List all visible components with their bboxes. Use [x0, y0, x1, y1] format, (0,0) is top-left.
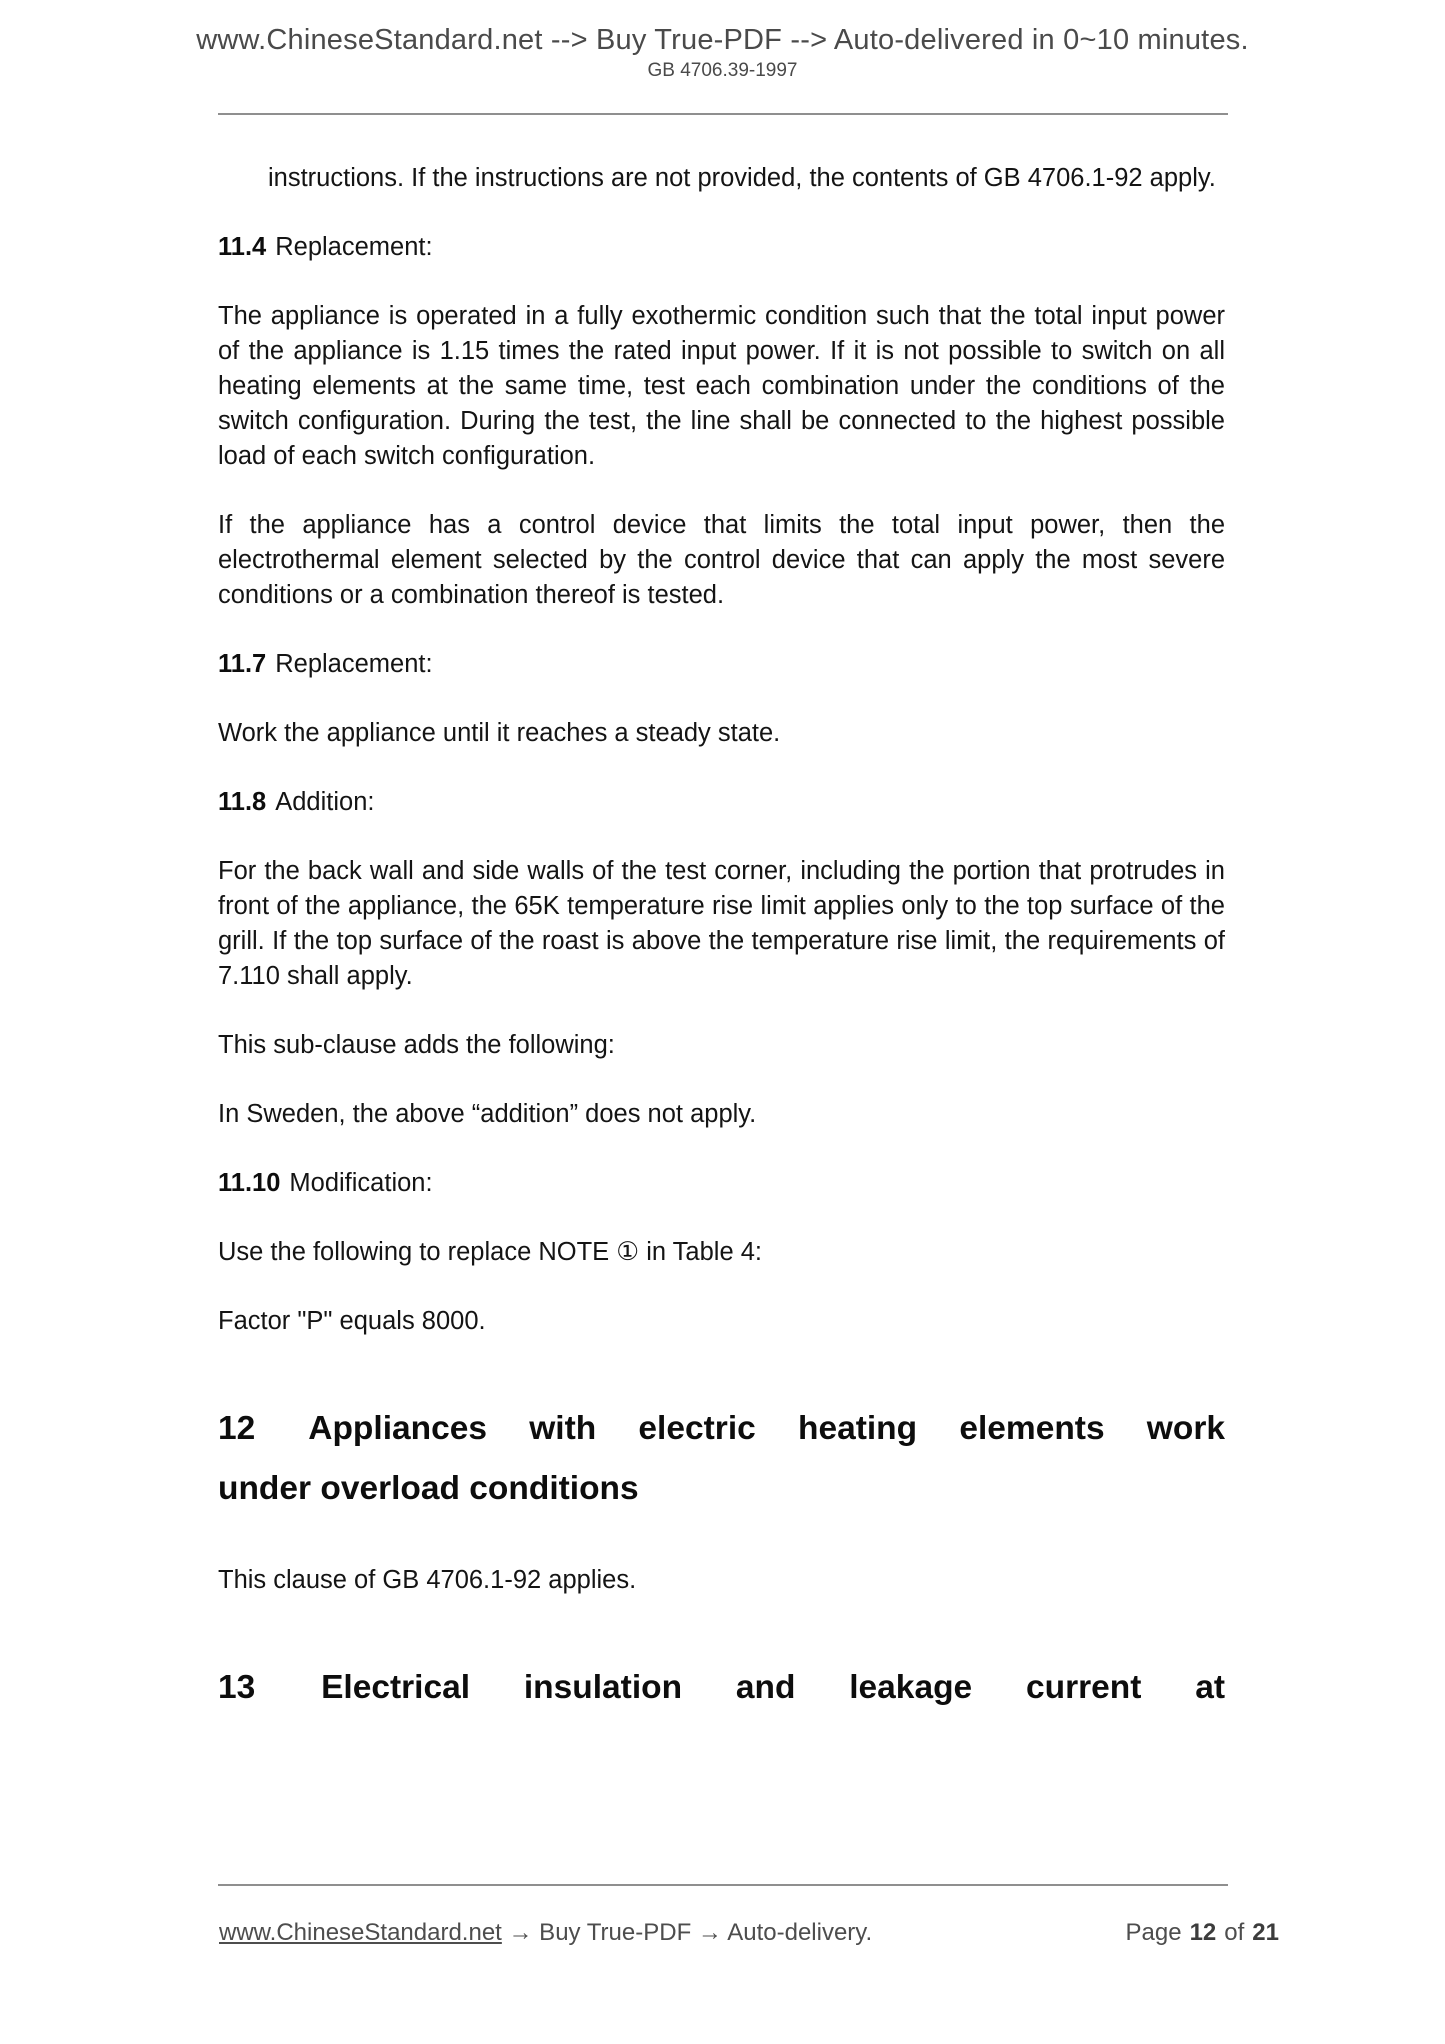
clause-number: 11.8: [218, 788, 267, 816]
footer-promo: [219, 1918, 872, 1948]
header-promo-text: www.ChineseStandard.net --> Buy True-PDF --> Auto-delivered in 0~10 minutes.: [196, 24, 1249, 56]
clause-number: 11.7: [218, 650, 267, 678]
footer-promo-rest: → Buy True-PDF → Auto-delivery.: [508, 1919, 873, 1946]
paragraph: This clause of GB 4706.1-92 applies.: [218, 1566, 637, 1594]
header-divider: [218, 113, 1228, 115]
clause-title: Replacement:: [275, 233, 433, 261]
page-total: 21: [1252, 1919, 1279, 1946]
page-current: 12: [1189, 1919, 1217, 1946]
paragraph: Work the appliance until it reaches a steady state.: [218, 719, 781, 747]
clause-label: [218, 230, 1225, 265]
heading-text: Appliances with electric heating elements work: [308, 1410, 1225, 1447]
document-body: [218, 161, 1225, 1718]
content-blocks: [218, 161, 1225, 1718]
of-label: of: [1224, 1919, 1245, 1946]
heading-line: [218, 1658, 1225, 1718]
page-footer: [0, 1884, 1445, 1948]
heading-line: under overload conditions: [218, 1470, 639, 1507]
footer-divider: [218, 1884, 1228, 1886]
clause-title: Addition:: [275, 788, 375, 816]
paragraph: If the appliance has a control device that limits the total input power, then the electrothermal element selected by the control device that can apply the most severe conditions or a combination thereof is tested.: [218, 511, 1225, 609]
header-standard-code: GB 4706.39-1997: [647, 60, 798, 81]
section-number: 13: [218, 1669, 256, 1706]
section-heading: [218, 1399, 1225, 1519]
heading-text: Electrical insulation and leakage current at: [321, 1669, 1225, 1706]
paragraph: Use the following to replace NOTE ① in Table 4:: [218, 1238, 762, 1266]
paragraph: Factor "P" equals 8000.: [218, 1307, 486, 1335]
clause-label: [218, 785, 1225, 820]
clause-title: Replacement:: [275, 650, 433, 678]
clause-title: Modification:: [289, 1169, 433, 1197]
paragraph: This sub-clause adds the following:: [218, 1031, 615, 1059]
heading-line: [218, 1399, 1225, 1459]
clause-number: 11.10: [218, 1169, 281, 1197]
paragraph: The appliance is operated in a fully exothermic condition such that the total input power of the appliance is 1.15 times the rated input power. If it is not possible to switch on all heating elements at the same time, test each combination under the conditions of the switch configuration. During the test, the line shall be connected to the highest possible load of each switch configuration.: [218, 302, 1225, 470]
clause-label: [218, 647, 1225, 682]
page-indicator: [1122, 1918, 1283, 1948]
page-header: [0, 0, 1445, 115]
footer-row: [219, 1918, 1283, 1948]
paragraph: instructions. If the instructions are not provided, the contents of GB 4706.1-92 apply.: [268, 164, 1216, 192]
paragraph: For the back wall and side walls of the test corner, including the portion that protrudes in front of the appliance, the 65K temperature rise limit applies only to the top surface of the grill. If the top surface of the roast is above the temperature rise limit, the requirements of 7.110 shall apply.: [218, 857, 1225, 990]
paragraph: In Sweden, the above “addition” does not apply.: [218, 1100, 757, 1128]
clause-number: 11.4: [218, 233, 267, 261]
section-heading: [218, 1658, 1225, 1718]
page-label: Page: [1125, 1919, 1182, 1946]
footer-website-link[interactable]: www.ChineseStandard.net: [219, 1919, 502, 1946]
section-number: 12: [218, 1410, 256, 1447]
clause-label: [218, 1166, 1225, 1201]
